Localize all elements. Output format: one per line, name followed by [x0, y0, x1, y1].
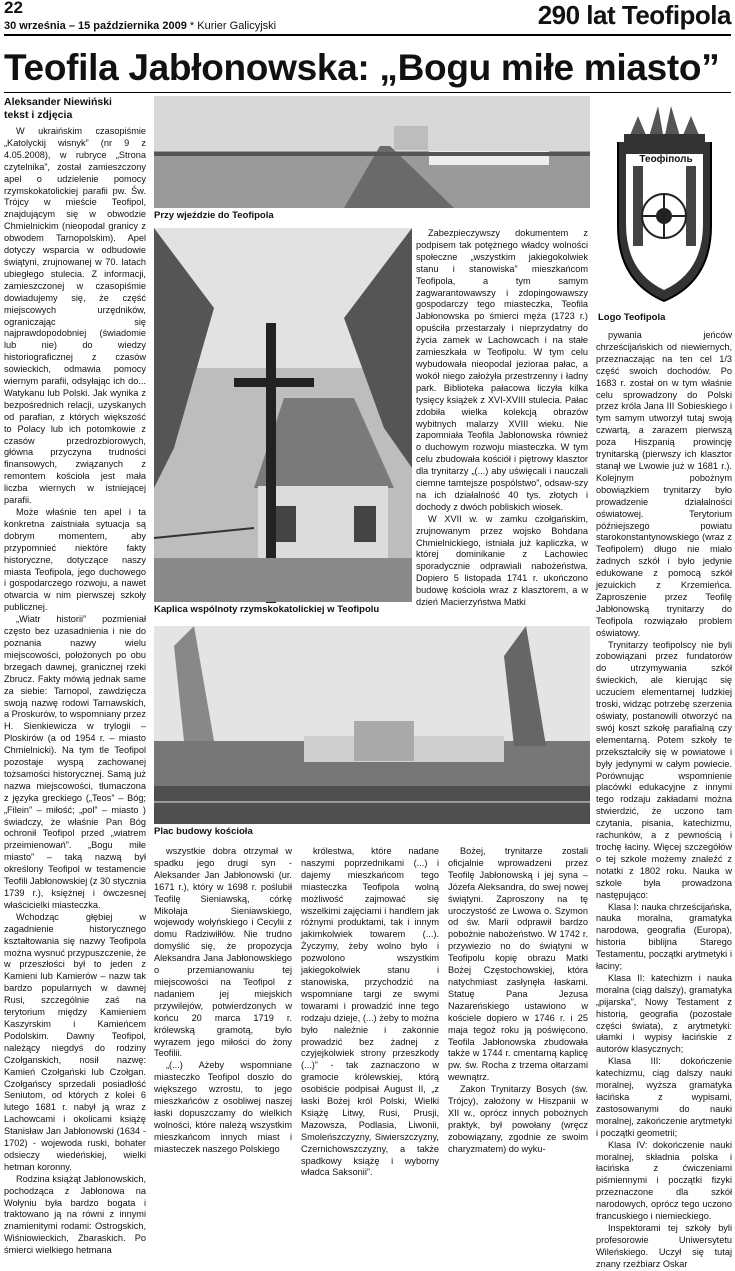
bottom3-paragraph: Bożej, trynitarze zostali oficjalnie wprowadzeni przez Teofilę Jabłonowską i jej syna – Józefa Aleksandra, do swej nowej świątyni. Zaproszony na tę uroczystość ze Lwowa o. Szymon od św. Marii odprawił bardzo pobożnie nabożeństwo. W 1742 r. przywiezio no do świątyni w Teofipolu kopię obrazu Matki Bożej Częstochowskiej, która natychmiast zasłynęła łaskami. Statuę Pana Jezusa Nazareńskiego ustawiono w kościele dopiero w 1746 r. i 25 maja tegoż roku ją poświęcono. Teofila Jabłonowska zbudowała także w 1744 r. cmentarną kaplicę pw. św. Rocha z trzema ołtarzami wewnątrz.	[448, 846, 588, 1083]
header-rule	[4, 34, 731, 36]
byline	[4, 96, 144, 122]
photo-chapel	[154, 228, 412, 602]
byline-credit: tekst i zdjęcia	[4, 109, 73, 121]
col1-paragraph: Rodzina książąt Jabłonowskich, pochodząca z Jabłonowa na Wołyniu była bardzo bogata i traktowano ją na równi z innymi znamienitymi rodami: Ostrogskich, Wiśniowieckich, Zbaraskich. Po śmierci wielkiego hetmana	[4, 1173, 146, 1256]
chapel-image	[154, 228, 412, 602]
bottom3-paragraph: Zakon Trynitarzy Bosych (św. Trójcy), założony w Hiszpanii w XII w., oprócz innych pobożnych praktyk, był powołany (wręcz zobowiązany, zgodnie ze swoim charyzmatem) do wyku-	[448, 1084, 588, 1154]
col3-paragraph: pywania jeńców chrześcijańskich od niewiernych, przeznaczając na ten cel 1/3 część swoich dochodów. Po 1683 r. został on w tym właśnie celu sprowadzony do Polski przez króla Jana III Sobieskiego i tym samym utworzył tutaj swoją czwartą, a zarazem pierwszą poza Hiszpanią prowincję trynitarską (pierwszy ich klasztor stanął we Lwowie już w 1681 r.). Kolejnym pobożnym obowiązkiem trynitarzy było prowadzenie działalności oświatowej. Terytorium późniejszego powiatu starokonstantynowskiego (wraz z Teofipolem) długo nie miało żadnych szkół i było jedynie edukowane z pomocą szkół jezuickich z Krzemieńca. Zaproszenie przez Teofilę Jabłonowską trynitarzy do Teofipola rozwiązało problem oświatowy.	[596, 330, 732, 638]
column-2	[416, 228, 588, 624]
caption-logo: Logo Teofipola	[598, 312, 666, 323]
column-1	[4, 126, 146, 1256]
road-image	[154, 96, 590, 208]
dateline-date: 30 września – 15 października 2009	[4, 20, 187, 32]
coat-of-arms-icon	[598, 96, 731, 308]
bottom2-paragraph: królestwa, które nadane naszymi poprzednikami (...) i dajemy mieszkańcom tego miasteczka Teofipola wolną możliwość zajmować się wszelkimi zajęciami i handlem jak różnymi produktami, tak i innym jakimkolwiek towarem (...). Życzymy, żeby wolno było i pozwolono wszystkim jakiegokolwiek stanu i stanowiska, przychodzić na wspomniane targi ze swymi towarami i prowadzić inne tego rodzaju dzieje, (...) żeby to można było należnie i zakonnie prowadzić bez żadnej z czyjejkolwiek strony przeszkody (...)” - tak zaznaczono w gramocie królewskiej, którą osobiście podpisał August II, „z łaski Bożej król Polski, Wielki Książę Litwy, Rusi, Prusji, Mazowsza, Podlasia, Liwonii, Smoleńszczyzny, Siwierszczyzny, Czernichowszczyzny, a także spadkowy książę i wyborny władca Saksonii”.	[301, 846, 439, 1178]
logo-teofipol	[598, 96, 731, 308]
col1-paragraph: „Wiatr historii” pozmieniał często bez uzasadnienia i nie do poznania nazwy wielu miejscowości, położonych po obu brzegach dawnej, granicznej rzeki Zbrucz. Fakty mówią jednak same za siebie: Tarnopol, zawdzięcza swoją nazwę rodowi Tarnawskich, a Proskurów, to wspomniany przez H. Sienkiewicza w trylogii – Ploskirów (a od 1954 r. – miasto Chmielnicki). Na tym tle Teofipol pozostaje wyspą zachowanej tożsamości historycznej. Samą już nazwa miejscowości, tłumaczona z języka greckiego („Teos” – Bóg; „Filein” – miłość; „pol” – miasto ) świadczy, że właśnie Pan Bóg ochronił Teofipol przed „wiatrem przeimienowań”. „Bogu miłe miasto” – taką nazwą był określony Teofipol w testamencie Teofili Jabłonowskiej (z 30 stycznia 1739 r.), księżnej i ówczesnej właścicielki miasteczka.	[4, 614, 146, 910]
page-number: 22	[4, 0, 23, 17]
caption-photo3: Plac budowy kościoła	[154, 826, 253, 837]
caption-photo2: Kaplica wspólnoty rzymskokatolickiej w Teofipolu	[154, 604, 380, 615]
dateline-paper: Kurier Galicyjski	[197, 20, 277, 32]
dateline	[4, 20, 276, 32]
construction-image	[154, 626, 590, 824]
col3-paragraph: Trynitarzy teofipolscy nie byli zobowiązani przez fundatorów do utrzymywania szkół świeckich, ale kierując się uczuciem elementarnej ludzkiej troski, widząc potrzebę szerzenia oświaty, postanowili otworzyć na swój koszt szkołę parafialną czy elementarną. Potem szkoły te przekształciły się w powiatowe i były jedynymi w całym powiecie. Porównując wspomnienie placówki edukacyjne z innymi tego rodzaju zakładami można stwierdzić, że uczono tam czytania, pisania, katechizmu, rachunków, a z pewnością i trochę łaciny. Więcej szczegółów o tej szkole możemy znaleźć z notatki z 1802 roku. Nauka w szkole była prowadzona następująco:	[596, 639, 732, 900]
column-bottom-3	[448, 846, 588, 1154]
bottom1-paragraph: „(...) Ażeby wspomniane miasteczko Teofipol doszło do większego wzrostu, to jego mieszkańców z osobliwej naszej łaski dopuszczamy do wielkich wolności, które należą wszystkim mieszkańcom innych miast i miasteczek naszego Polskiego	[154, 1060, 292, 1154]
logo-text: Теофіполь	[639, 154, 693, 165]
col3-paragraph: Klasa II: katechizm i nauka moralna (ciąg dalszy), gramatyka „pijarska”, Nowy Testament z historią, geografia (pozostałe części świata), z arytmetyki: ułamki i wypisy łacińskie z autorów klasycznych;	[596, 972, 732, 1055]
dateline-separator: *	[189, 20, 195, 32]
column-bottom-1	[154, 846, 292, 1154]
col3-paragraph: Inspektorami tej szkoły byli profesorowie Uniwersytetu Wileńskiego. Uczył się tutaj znany rzeźbiarz Oskar	[596, 1222, 732, 1269]
bottom1-paragraph: wszystkie dobra otrzymał w spadku jego drugi syn - Aleksander Jan Jabłonowski (ur. 1671 r.), który w 1698 r. poślubił Teofilę Sieniawską, córkę Mikołaja Sieniawskiego, wojewody wołyńskiego i Cecylii z domu Radziwiłłów. Nie trudno domyślić się, że propozycja Aleksandra Jana Jabłonowskiego o przemianowaniu tej miejscowości na Teofipol z nadaniem jej miejskich przywilejów, potwierdzonych w końcu 20 marca 1719 r. królewską gramotą, było wyrazem jego miłości do żony Teofilii.	[154, 846, 292, 1059]
column-3	[596, 330, 732, 1269]
byline-author: Aleksander Niewiński	[4, 96, 112, 108]
col1-paragraph: W ukraińskim czasopiśmie „Katolyckij wisnyk” (nr 9 z 4.05.2008), w rubryce „Strona czytelnika”, został zamieszczony apel o udzielenie pomocy rzymskokatolickiej parafii pw. Św. Trójcy w mieście Teofipol, znajdującym się w obwodzie Chmielnickim (nieopodal granicy z obwodem Tarnopolskim). Apel dotyczy wsparcia w odbudowie świątyni, zrujnowanej w 70. latach ubiegłego stulecia. Z informacji, zamieszczonej w czasopiśmie dowiadujemy się, że część miejscowych urzędników, ograniczając się najprawdopodobniej (świadomie lub nie) do wiedzy historiograficznej z czasów sowieckich, odmawia pomocy wiernym parafii, odsyłając ich do... Watykanu lub Polski. Jak wynika z bezpośrednich relacji, uzyskanych od parafian, z których większość to Polacy lub ich potomkowie z czasów przedrozbiorowych, główna przyczyna trudności finansowych, związanych z remontem kościoła jest mała liczba wiernych w istniejącej parafii.	[4, 126, 146, 506]
col2-paragraph: W XVII w. w zamku czołgańskim, zrujnowanym przez wojsko Bohdana Chmielnickiego, istniała już kapliczka, w której dominikanie z Lachowiec sporadycznie odprawiali nabożeństwa. Dopiero 5 listopada 1741 r. ukończono budowę kościoła wraz z klasztorem, a w dzień Macierzyństwa Matki	[416, 513, 588, 608]
col1-paragraph: Może właśnie ten apel i ta konkretna zaistniała sytuacja są dobrym momentem, aby przypomnieć niektóre fakty historyczne, dotyczące naszy miasta Teofipola, jego duchowego i gospodarczego rozwoju, a nawet otwarcia w nim pierwszej szkoły publicznej.	[4, 507, 146, 613]
headline: Teofila Jabłonowska: „Bogu miłe miasto”	[4, 47, 720, 88]
col3-paragraph: Klasa IV: dokończenie nauki moralnej, składnia polska i łacińska z ćwiczeniami piśmiennymi i początki fizyki przeznaczone dla szkół narodowych, oprócz tego uczono francuskiego i niemieckiego.	[596, 1139, 732, 1222]
section-title: 290 lat Teofipola	[537, 0, 731, 30]
col2-paragraph: Zabezpieczywszy dokumentem z podpisem tak potężnego władcy wolności społeczne „wszystkim jakiegokolwiek stanu i stanowiska” mieszkańcom Teofipola, a tym samym zagwarantowawszy i zdopingowawszy gospodarczy tego miasteczka, Teofila Jabłonowska po śmierci męża (1723 r.) opuściła przestarzały i nieprzydatny do życia zamek w Lachowcach i na stałe zamieszkała w Teofipolu. W tym celu wybudowała nieopodal jezioraa pałac, a wokół niego założyła przestrzenny i ładny park. Biblioteka pałacowa liczyła kilka tysięcy książek z XVI-XVIII stulecia. Pałac zdobiła wielka kolekcją obrazów wybitnych malarzy XVIII wieku. Nie zapomniała Teofila Jabłonowska również o duchowym rozwoju miasteczka. W tym celu zbudowała kościół i piętrowy klasztor dla trynitarzy „(...) aby uświęcali i nauczali ciemne tamtejsze pospólstwo”, odsaw-szy na ich działalność 40 tys. złotych i dochody z dwóch pobliskich wiosek.	[416, 228, 588, 512]
col1-paragraph: Wchodząc głębiej w zagadnienie historycznego kształtowania się nazwy Teofipola można wysnuć przypuszczenie, że w przeszłości był to jeden z Kamieni lub Kamierów – nazw tak bardzo popularnych w dawnej Rusi, szczególnie zaś na terytorium między Kamieniem Kaszyrskim i Kamieńcem Podolskim. Dawny Teofipol, należący niegdyś do rodziny Czołganskich, nosił nazwę: Kamień Czołgański lub Czołgan. Czołgańscy sprzedali posiadłość Seniutom, od których z kolei 6 lutego 1681 r. nabył ją wraz z Lachowcami i okolicami książę Stanisław Jan Jabłonowski (1634 - 1702) - wojewoda ruski, bohater odsieczy wiedeńskiej, wielki hetman koronny.	[4, 911, 146, 1172]
photo-construction-site	[154, 626, 590, 824]
headline-rule	[4, 92, 731, 93]
photo-road-entrance	[154, 96, 590, 208]
column-bottom-2	[301, 846, 439, 1178]
col3-paragraph: Klasa I: nauka chrześcijańska, nauka moralna, gramatyka narodowa, geografia (Europa), historia biblijna Starego Testamentu, początki arytmetyki i łaciny;	[596, 901, 732, 972]
col3-paragraph: Klasa III: dokończenie katechizmu, ciąg dalszy nauki moralnej, wyższa gramatyka łacińska z wypisami, zastosowanymi do nauki moralnej, zakończenie arytmetyki i początki geometrii;	[596, 1056, 732, 1138]
caption-photo1: Przy wjeździe do Teofipola	[154, 210, 274, 221]
